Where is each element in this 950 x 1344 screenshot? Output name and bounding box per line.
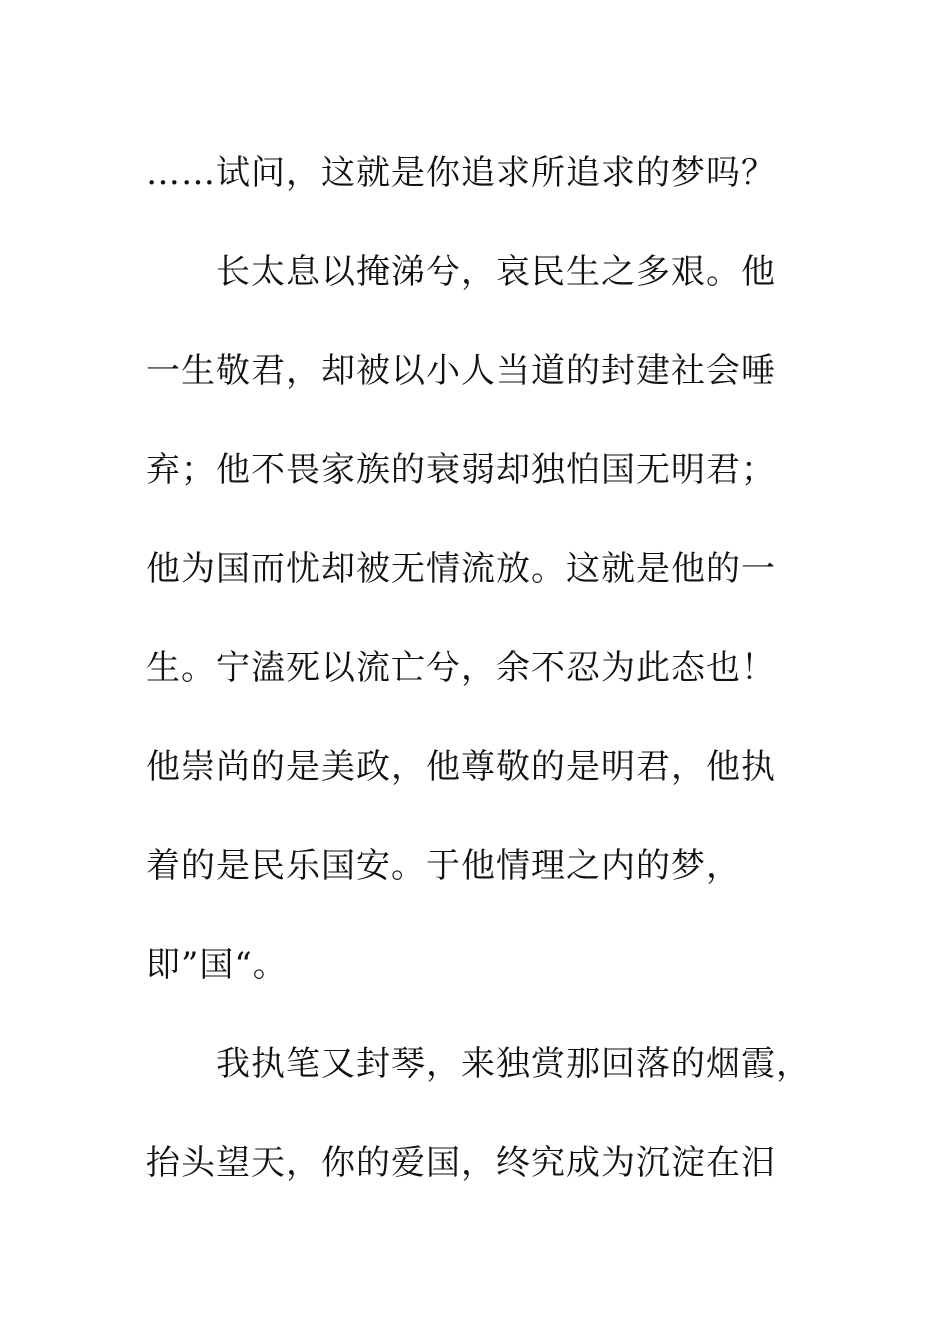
text-line: 他为国而忧却被无情流放。这就是他的一 xyxy=(146,549,776,589)
text-line: 一生敬君，却被以小人当道的封建社会唾 xyxy=(146,351,776,391)
text-line: 即”国“。 xyxy=(146,945,288,985)
paragraph-start-line: 我执笔又封琴，来独赏那回落的烟霞， xyxy=(216,1044,811,1084)
text-line: 生。宁溘死以流亡兮，余不忍为此态也！ xyxy=(146,648,776,688)
document-body xyxy=(146,124,826,1213)
text-line: 着的是民乐国安。于他情理之内的梦， xyxy=(146,846,741,886)
paragraph-start-line: 长太息以掩涕兮，哀民生之多艰。他 xyxy=(216,252,776,292)
text-line: ……试问，这就是你追求所追求的梦吗？ xyxy=(146,153,776,193)
text-line: 他崇尚的是美政，他尊敬的是明君，他执 xyxy=(146,747,776,787)
text-line: 弃；他不畏家族的衰弱却独怕国无明君； xyxy=(146,450,776,490)
text-line: 抬头望天，你的爱国，终究成为沉淀在汨 xyxy=(146,1143,776,1183)
